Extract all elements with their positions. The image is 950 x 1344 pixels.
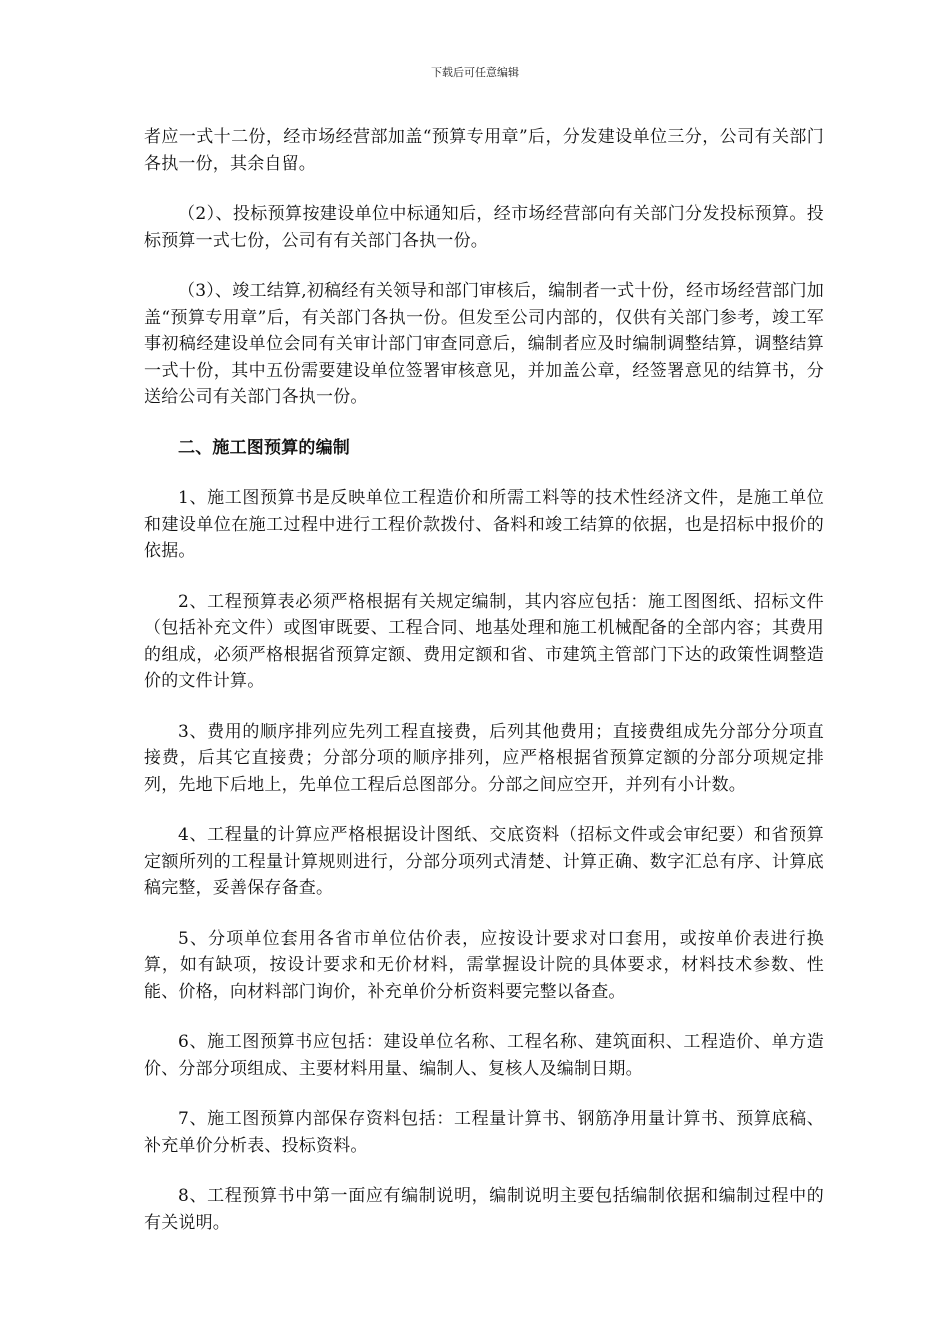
paragraph-final-settlement: （3）、竣工结算,初稿经有关领导和部门审核后，编制者一式十份，经市场经营部门加盖“预算专用章”后，有关部门各执一份。但发至公司内部的，仅供有关部门参考，竣工军事初稿经建设单位会同有关审计部门审查同意后，编制者应及时编制调整结算，调整结算一式十份，其中五份需要建设单位签署审核意见，并加盖公章，经签署意见的结算书，分送给公司有关部门各执一份。 bbox=[144, 281, 824, 407]
list-item-6: 6、施工图预算书应包括：建设单位名称、工程名称、建筑面积、工程造价、单方造价、分部分项组成、主要材料用量、编制人、复核人及编制日期。 bbox=[144, 1032, 824, 1079]
list-item-8: 8、工程预算书中第一面应有编制说明，编制说明主要包括编制依据和编制过程中的有关说明。 bbox=[144, 1186, 824, 1233]
section-heading: 二、施工图预算的编制 bbox=[178, 437, 350, 458]
paragraph-continued: 者应一式十二份，经市场经营部加盖“预算专用章”后，分发建设单位三分，公司有关部门各执一份，其余自留。 bbox=[144, 127, 824, 174]
list-item-4: 4、工程量的计算应严格根据设计图纸、交底资料（招标文件或会审纪要）和省预算定额所列的工程量计算规则进行，分部分项列式清楚、计算正确、数字汇总有序、计算底稿完整，妥善保存备查。 bbox=[144, 825, 824, 898]
list-item-3: 3、费用的顺序排列应先列工程直接费，后列其他费用；直接费组成先分部分分项直接费，后其它直接费；分部分项的顺序排列，应严格根据省预算定额的分部分项规定排列，先地下后地上，先单位工程后总图部分。分部之间应空开，并列有小计数。 bbox=[144, 721, 824, 795]
page-header-note: 下载后可任意编辑 bbox=[431, 66, 519, 79]
list-item-2: 2、工程预算表必须严格根据有关规定编制，其内容应包括：施工图图纸、招标文件（包括补充文件）或图审既要、工程合同、地基处理和施工机械配备的全部内容；其费用的组成，必须严格根据省预算定额、费用定额和省、市建筑主管部门下达的政策性调整造价的文件计算。 bbox=[144, 591, 824, 691]
list-item-1: 1、施工图预算书是反映单位工程造价和所需工料等的技术性经济文件，是施工单位和建设单位在施工过程中进行工程价款拨付、备料和竣工结算的依据，也是招标中报价的依据。 bbox=[144, 488, 824, 561]
list-item-5: 5、分项单位套用各省市单位估价表，应按设计要求对口套用，或按单价表进行换算，如有缺项，按设计要求和无价材料，需掌握设计院的具体要求，材料技术参数、性能、价格，向材料部门询价，补充单价分析资料要完整以备查。 bbox=[144, 928, 824, 1002]
list-item-7: 7、施工图预算内部保存资料包括：工程量计算书、钢筋净用量计算书、预算底稿、补充单价分析表、投标资料。 bbox=[144, 1109, 824, 1156]
paragraph-tender-budget: （2）、投标预算按建设单位中标通知后，经市场经营部向有关部门分发投标预算。投标预算一式七份，公司有有关部门各执一份。 bbox=[144, 204, 824, 251]
document-body bbox=[144, 124, 824, 1260]
